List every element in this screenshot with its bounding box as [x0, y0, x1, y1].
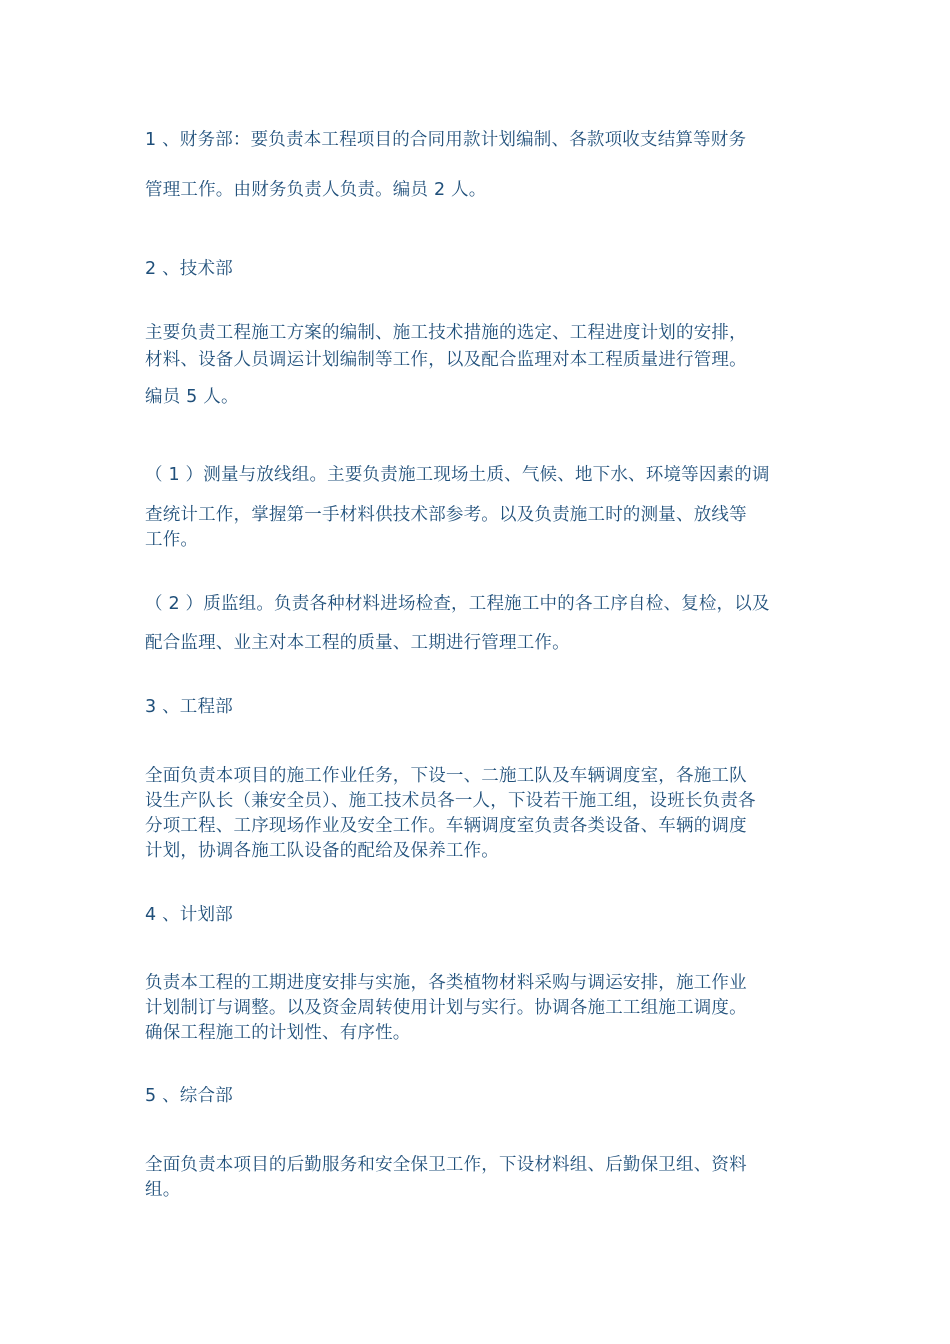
text-line: 工作。 — [145, 530, 199, 550]
text-line: 材料、设备人员调运计划编制等工作，以及配合监理对本工程质量进行管理。 — [145, 350, 747, 370]
text-line: 负责本工程的工期进度安排与实施，各类植物材料采购与调运安排，施工作业 — [145, 973, 747, 993]
text-line: 管理工作。由财务负责人负责。编员 2 人。 — [145, 180, 487, 200]
text-line: 配合监理、业主对本工程的质量、工期进行管理工作。 — [145, 633, 570, 653]
text-line: 主要负责工程施工方案的编制、施工技术措施的选定、工程进度计划的安排， — [145, 323, 747, 343]
text-line: 设生产队长（兼安全员）、施工技术员各一人，下设若干施工组，设班长负责各 — [145, 791, 756, 811]
text-line: （ 2 ）质监组。负责各种材料进场检查，工程施工中的各工序自检、复检，以及 — [145, 594, 770, 614]
text-line: 2 、技术部 — [145, 259, 233, 279]
text-line: 4 、计划部 — [145, 905, 233, 925]
text-line: 计划，协调各施工队设备的配给及保养工作。 — [145, 841, 499, 861]
text-line: 组。 — [145, 1180, 181, 1200]
text-line: 计划制订与调整。以及资金周转使用计划与实行。协调各施工工组施工调度。 — [145, 998, 747, 1018]
text-line: 3 、工程部 — [145, 697, 233, 717]
text-line: 全面负责本项目的施工作业任务，下设一、二施工队及车辆调度室，各施工队 — [145, 766, 747, 786]
text-line: 全面负责本项目的后勤服务和安全保卫工作，下设材料组、后勤保卫组、资料 — [145, 1155, 747, 1175]
text-line: 5 、综合部 — [145, 1086, 233, 1106]
text-line: 编员 5 人。 — [145, 387, 239, 407]
text-line: 确保工程施工的计划性、有序性。 — [145, 1023, 411, 1043]
text-line: 分项工程、工序现场作业及安全工作。车辆调度室负责各类设备、车辆的调度 — [145, 816, 747, 836]
text-line: （ 1 ）测量与放线组。主要负责施工现场土质、气候、地下水、环境等因素的调 — [145, 465, 770, 485]
text-line: 1 、财务部：要负责本工程项目的合同用款计划编制、各款项收支结算等财务 — [145, 130, 747, 150]
text-line: 查统计工作，掌握第一手材料供技术部参考。以及负责施工时的测量、放线等 — [145, 505, 747, 525]
